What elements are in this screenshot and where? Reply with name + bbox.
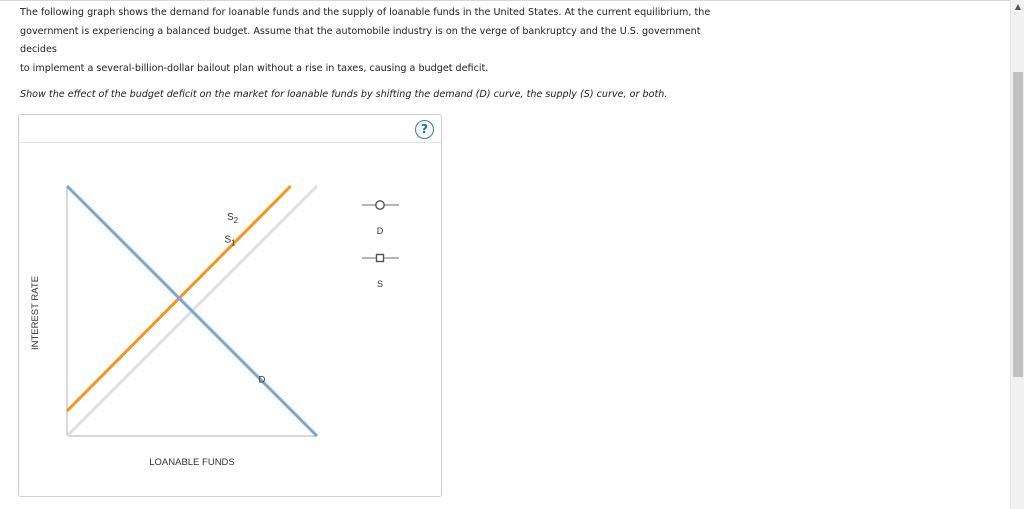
s1-label-sub: 1 bbox=[231, 238, 236, 248]
s1-label-main: S bbox=[224, 234, 232, 246]
supply-tool-label: S bbox=[376, 279, 384, 289]
d-curve-label: D bbox=[258, 374, 266, 386]
s2-curve-label bbox=[227, 212, 239, 225]
supply-tool[interactable] bbox=[362, 255, 399, 290]
help-button[interactable]: ? bbox=[415, 120, 434, 139]
scroll-up-arrow-icon[interactable]: ▲ bbox=[1014, 2, 1022, 11]
instruction-text: Show the effect of the budget deficit on the market for loanable funds by shifting the demand (D) curve, the supply (S) curve, or both. bbox=[20, 89, 668, 100]
s2-label-sub: 2 bbox=[233, 216, 239, 225]
y-axis-label: INTEREST RATE bbox=[30, 275, 41, 351]
s2-label-main: S bbox=[226, 212, 234, 223]
demand-tool-label: D bbox=[376, 226, 384, 236]
scroll-thumb[interactable] bbox=[1013, 72, 1023, 377]
problem-line-3: to implement a several-billion-dollar bailout plan without a rise in taxes, causing a budget deficit. bbox=[20, 63, 489, 75]
s1-curve-label bbox=[225, 235, 237, 248]
demand-tool-circle-marker[interactable] bbox=[376, 201, 384, 209]
supply-tool-square-marker[interactable] bbox=[377, 255, 384, 262]
demand-tool[interactable] bbox=[362, 201, 399, 236]
problem-line-2: government is experiencing a balanced budget. Assume that the automobile industry is on the verge of bankruptcy and the U.S. government decides bbox=[20, 25, 701, 56]
page-scrollbar[interactable] bbox=[1010, 0, 1024, 509]
problem-line-1: The following graph shows the demand for loanable funds and the supply of loanable funds in the United States. At the current equilibrium, the bbox=[20, 7, 711, 18]
x-axis-label: LOANABLE FUNDS bbox=[149, 457, 235, 468]
